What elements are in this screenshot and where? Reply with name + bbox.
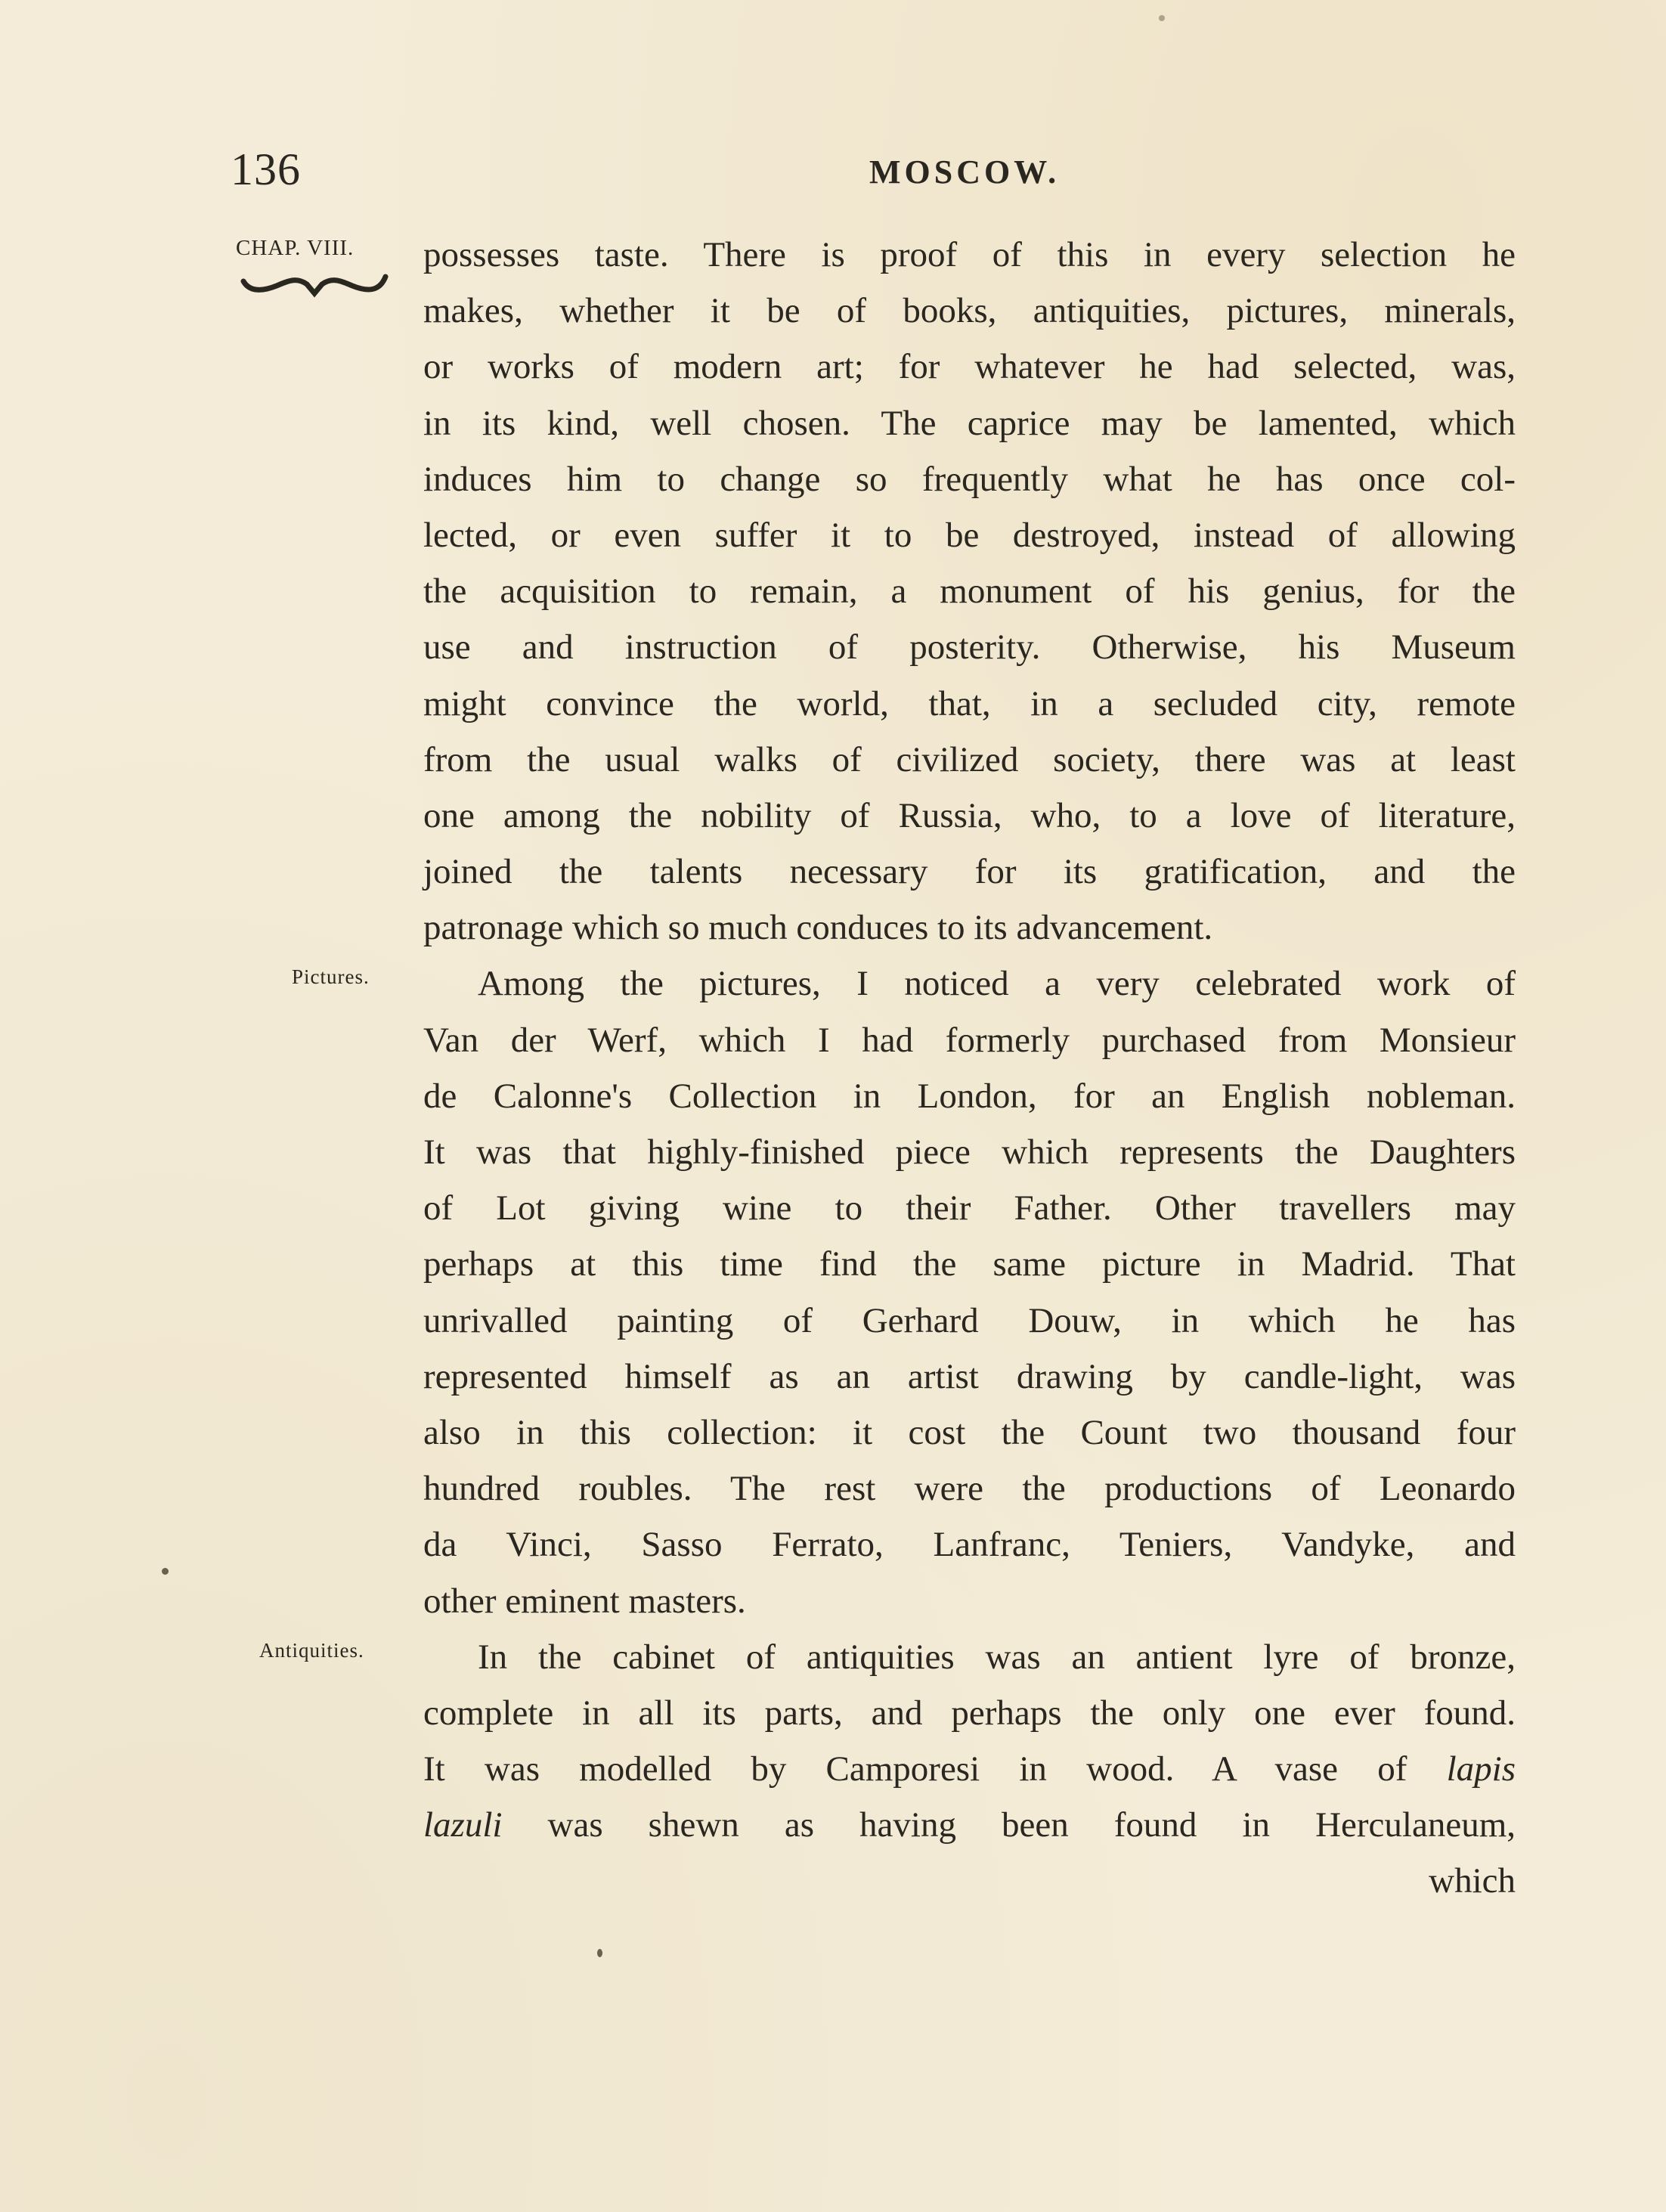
text-line: induces him to change so frequently what he has once col-: [423, 459, 1516, 499]
italic-word: lapis: [1446, 1749, 1516, 1789]
text-line: of Lot giving wine to their Father. Other travellers may: [423, 1188, 1516, 1228]
page-header: [0, 144, 1666, 197]
text-line: one among the nobility of Russia, who, to a love of literature,: [423, 795, 1516, 835]
running-head: MOSCOW.: [869, 153, 1061, 191]
text-line: patronage which so much conduces to its advancement.: [423, 908, 1213, 948]
text-line: represented himself as an artist drawing by candle-light, was: [423, 1356, 1516, 1396]
text-line: unrivalled painting of Gerhard Douw, in which he has: [423, 1300, 1516, 1340]
italic-word: lazuli: [423, 1805, 503, 1845]
ink-speck: [1159, 15, 1165, 21]
text-line: use and instruction of posterity. Otherwise, his Museum: [423, 627, 1516, 668]
text-line: [423, 1797, 1516, 1853]
margin-note-antiquities: Antiquities.: [259, 1639, 364, 1662]
text-line: possesses taste. There is proof of this in every selection he: [423, 235, 1516, 274]
page-number: 136: [231, 144, 301, 194]
text-line: It was that highly-finished piece which represents the Daughters: [423, 1132, 1516, 1172]
text-line: complete in all its parts, and perhaps the only one ever found.: [423, 1693, 1516, 1733]
text-line: hundred roubles. The rest were the productions of Leonardo: [423, 1469, 1516, 1509]
text-fragment: It was modelled by Camporesi in wood. A vase of: [423, 1749, 1407, 1789]
text-line: joined the talents necessary for its gratification, and the: [423, 852, 1516, 892]
text-line: or works of modern art; for whatever he had selected, was,: [423, 347, 1516, 387]
text-line: other eminent masters.: [423, 1581, 746, 1621]
text-fragment: was shewn as having been found in Herculaneum,: [547, 1805, 1516, 1845]
text-line: da Vinci, Sasso Ferrato, Lanfranc, Teniers, Vandyke, and: [423, 1525, 1516, 1565]
text-line: from the usual walks of civilized society, there was at least: [423, 739, 1516, 779]
ink-speck: [162, 1568, 169, 1575]
text-line: perhaps at this time find the same picture in Madrid. That: [423, 1244, 1516, 1284]
text-line: also in this collection: it cost the Count two thousand four: [423, 1412, 1516, 1452]
text-line: Among the pictures, I noticed a very celebrated work of: [478, 964, 1516, 1004]
text-line: [423, 1741, 1516, 1797]
chapter-marginal-label: CHAP. VIII.: [236, 236, 355, 260]
ornament-flourish-icon: [240, 266, 389, 299]
catchword: which: [1429, 1861, 1516, 1901]
body-text: [423, 227, 1516, 1910]
text-line: lected, or even suffer it to be destroyed, instead of allowing: [423, 515, 1516, 555]
text-line: In the cabinet of antiquities was an antient lyre of bronze,: [478, 1637, 1516, 1677]
text-line: Van der Werf, which I had formerly purchased from Monsieur: [423, 1020, 1516, 1060]
text-line: de Calonne's Collection in London, for an English nobleman.: [423, 1076, 1516, 1116]
margin-note-pictures: Pictures.: [292, 965, 370, 988]
text-line: the acquisition to remain, a monument of his genius, for the: [423, 572, 1516, 612]
text-line: in its kind, well chosen. The caprice may be lamented, which: [423, 403, 1516, 443]
text-line: might convince the world, that, in a secluded city, remote: [423, 683, 1516, 723]
ink-speck: [597, 1949, 602, 1957]
text-line: makes, whether it be of books, antiquities, pictures, minerals,: [423, 291, 1516, 331]
